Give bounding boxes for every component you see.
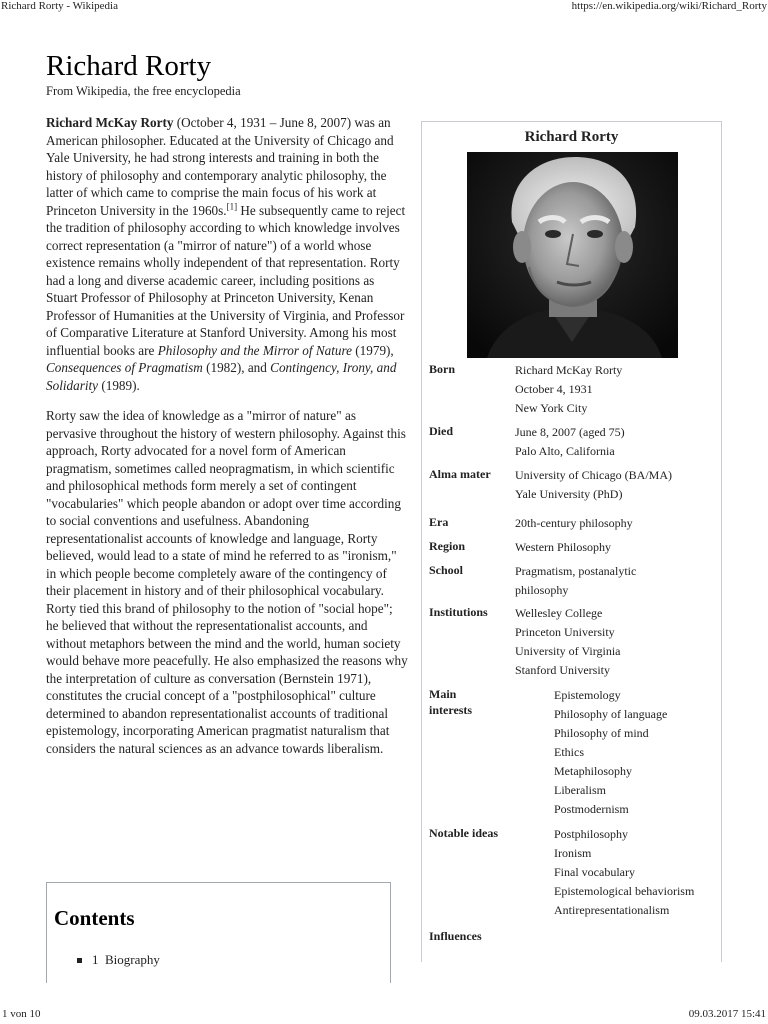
value-died: June 8, 2007 (aged 75) Palo Alto, California — [515, 423, 717, 461]
link-princeton-university[interactable]: Princeton University — [515, 625, 615, 639]
print-header — [0, 0, 768, 14]
second-paragraph: Rorty saw the idea of knowledge as a "mirror of nature" as pervasive throughout the history of western philosophy. Against this approach, Rorty advocated for a novel form of American pragmatism, sometimes called neopragmatism, in which scientific and philosophical methods form merely a set of contingent "vocabularies" which people abandon or adopt over time according to social conventions and usefulness. Abandoning representationalist accounts of knowledge and language, Rorty believed, would lead to a state of mind he referred to as "ironism," in which people become completely aware of the contingency of their placement in history and of their philosophical vocabulary. Rorty tied this brand of philosophy to the notion of "social hope"; he believed that without the representationalist accounts, and without metaphors between the mind and the world, human society would behave more peacefully. He also emphasized the reasons why the interpretation of culture as conversation (Bernstein 1971), constitutes the crucial concept of a "postphilosophical" culture determined to abandon representationalist accounts of traditional epistemology, incorporating American pragmatist naturalism that considers the natural sciences as an advance towards liberalism. — [46, 408, 408, 756]
link-western-philosophy[interactable]: Western Philosophy — [515, 540, 612, 554]
label-alma-mater: Alma mater — [429, 467, 491, 481]
infobox-row-influences — [422, 928, 721, 948]
portrait-photo[interactable] — [467, 152, 678, 358]
value-born: Richard McKay Rorty October 4, 1931 New York City — [515, 361, 717, 418]
subject-name: Richard McKay Rorty — [46, 115, 174, 130]
infobox-row-era — [422, 514, 721, 534]
link-palo-alto[interactable]: Palo Alto, California — [515, 444, 615, 458]
value-school: Pragmatism, postanalytic philosophy — [515, 562, 717, 600]
label-notable-ideas: Notable ideas — [429, 826, 498, 840]
toc-item-biography[interactable] — [77, 952, 160, 968]
link-philosophy-of-language[interactable]: Philosophy of language — [554, 707, 668, 721]
link-university-of-chicago[interactable]: University of Chicago (BA/MA) — [515, 468, 672, 482]
link-pragmatism[interactable]: Pragmatism, postanalytic — [515, 564, 637, 578]
infobox-row-institutions — [422, 604, 721, 682]
label-school: School — [429, 563, 464, 577]
link-philosophy-of-mind[interactable]: Philosophy of mind — [554, 726, 649, 740]
toc-label: Biography — [105, 952, 160, 967]
toc-number: 1 — [92, 952, 99, 967]
value-region — [515, 538, 717, 557]
article-body — [46, 114, 408, 770]
infobox-row-main-interests — [422, 686, 721, 822]
book-title-link[interactable]: Philosophy and the Mirror of Nature — [157, 342, 352, 358]
page-counter: 1 von 10 — [2, 1008, 41, 1020]
link-liberalism[interactable]: Liberalism — [554, 783, 606, 797]
link-antirepresentationalism[interactable]: Antirepresentationalism — [554, 903, 670, 917]
infobox — [421, 121, 722, 962]
link-postmodernism[interactable]: Postmodernism — [554, 802, 629, 816]
article-tagline: From Wikipedia, the free encyclopedia — [46, 84, 241, 98]
label-main-interests: Main interests — [429, 687, 473, 717]
infobox-row-notable-ideas — [422, 825, 721, 923]
link-epistemological-behaviorism[interactable]: Epistemological behaviorism — [554, 884, 695, 898]
value-notable-ideas — [554, 825, 717, 920]
bullet-icon — [77, 958, 82, 963]
link-metaphilosophy[interactable]: Metaphilosophy — [554, 764, 632, 778]
print-footer — [0, 1008, 768, 1022]
infobox-row-school — [422, 562, 721, 602]
value-main-interests — [554, 686, 717, 819]
infobox-title: Richard Rorty — [524, 129, 619, 145]
book-title-link[interactable]: Contingency, Irony, and Solidarity — [46, 360, 397, 393]
link-new-york-city[interactable]: New York City — [515, 401, 588, 415]
link-postphilosophy[interactable]: Postphilosophy — [554, 827, 629, 841]
link-stanford-university[interactable]: Stanford University — [515, 663, 610, 677]
infobox-row-region — [422, 538, 721, 558]
contents-heading: Contents — [54, 906, 135, 930]
portrait-image — [467, 152, 678, 358]
infobox-row-born — [422, 361, 721, 421]
link-epistemology[interactable]: Epistemology — [554, 688, 621, 702]
label-born: Born — [429, 362, 456, 376]
page-url[interactable]: https://en.wikipedia.org/wiki/Richard_Rorty — [571, 0, 767, 12]
table-of-contents — [46, 882, 391, 983]
print-datetime: 09.03.2017 15:41 — [688, 1008, 766, 1020]
label-region: Region — [429, 539, 465, 553]
value-era — [515, 514, 717, 533]
link-university-of-virginia[interactable]: University of Virginia — [515, 644, 621, 658]
link-final-vocabulary[interactable]: Final vocabulary — [554, 865, 635, 879]
value-institutions — [515, 604, 717, 680]
link-yale-university[interactable]: Yale University (PhD) — [515, 487, 623, 501]
value-alma-mater — [515, 466, 717, 504]
label-influences[interactable]: Influences — [429, 929, 482, 943]
link-ethics[interactable]: Ethics — [554, 745, 584, 759]
link-ironism[interactable]: Ironism — [554, 846, 592, 860]
book-title-link[interactable]: Consequences of Pragmatism — [46, 360, 203, 375]
intro-paragraph: Richard McKay Rorty (October 4, 1931 – June 8, 2007) was an American philosopher. Educated at the University of Chicago and Yale University, he had strong interests and training in both the history of philosophy and contemporary analytic philosophy, the latter of which came to comprise the main focus of his work at Princeton University in the 1960s.[1] He subsequently came to reject the tradition of philosophy according to which knowledge involves correct representation (a "mirror of nature") of a world whose existence remains wholly independent of that representation. Rorty had a long and diverse academic career, including positions as Stuart Professor of Philosophy at Princeton University, Kenan Professor of Humanities at the University of Virginia, and Professor of Comparative Literature at Stanford University. Among his most influential books are Philosophy and the Mirror of Nature (1979), Consequences of Pragmatism (1982), and Contingency, Irony, and Solidarity (1989). — [46, 115, 406, 393]
label-died: Died — [429, 424, 453, 438]
label-institutions: Institutions — [429, 605, 488, 619]
page-title-header: Richard Rorty - Wikipedia — [1, 0, 118, 12]
link-wellesley-college[interactable]: Wellesley College — [515, 606, 603, 620]
infobox-row-alma-mater — [422, 466, 721, 506]
infobox-row-died — [422, 423, 721, 463]
article-title: Richard Rorty — [46, 50, 212, 82]
label-era: Era — [429, 515, 449, 529]
link-20th-century-philosophy[interactable]: 20th-century philosophy — [515, 516, 633, 530]
reference-link[interactable]: [1] — [226, 201, 238, 212]
